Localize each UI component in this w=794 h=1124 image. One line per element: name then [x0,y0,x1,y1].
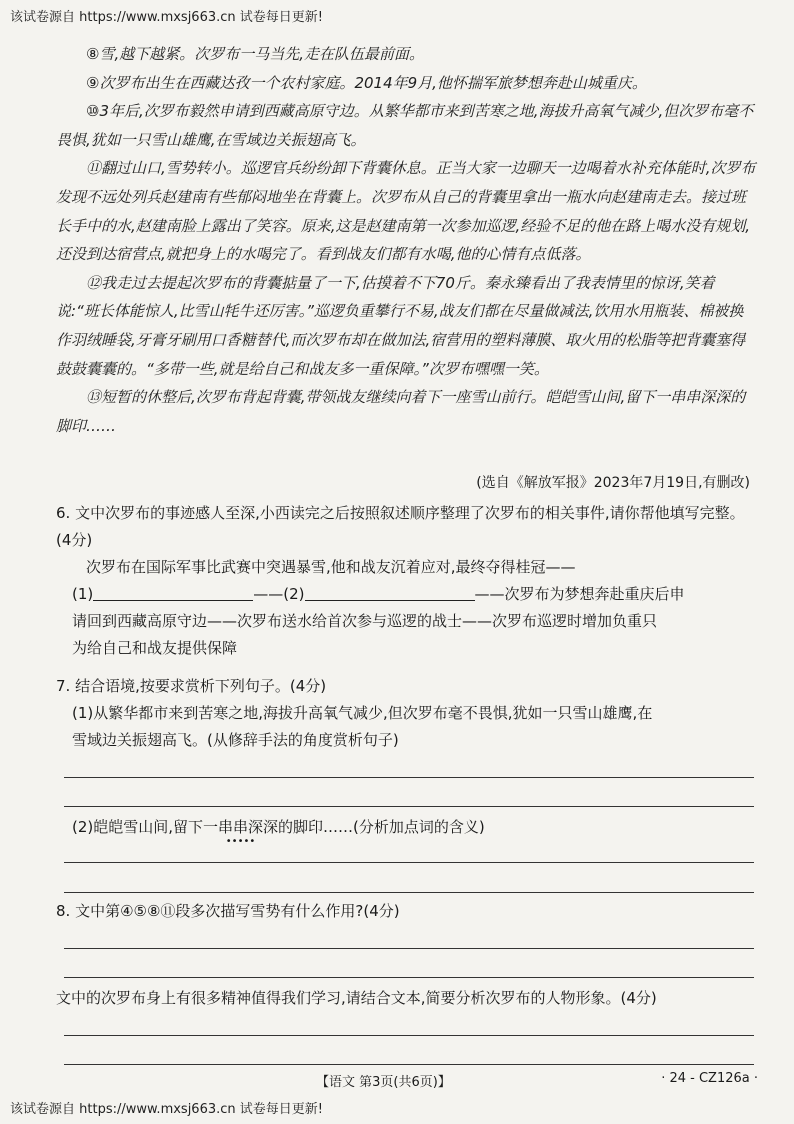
page-footer-title: 【语文 第3页(共6页)】 [316,1075,451,1090]
question-8 [56,898,760,925]
answer-line[interactable] [64,1035,754,1036]
dotted-phrase-text: 一串串深深 [203,818,279,836]
question-9-stem: 文中的次罗布身上有很多精神值得我们学习,请结合文本,简要分析次罗布的人物形象。(4分) [56,989,657,1007]
emphasis-dots-icon: ••••• [225,836,256,847]
answer-line[interactable] [64,977,754,978]
article-source: (选自《解放军报》2023年7月19日,有删改) [476,475,750,491]
answer-blank-1[interactable] [93,584,253,601]
answer-blank-2[interactable] [305,584,475,601]
article-paragraph-11: ⑪翻过山口,雪势转小。巡逻官兵纷纷卸下背囊休息。正当大家一边聊天一边喝着水补充体能时,次罗布发现不远处列兵赵建南有些郁闷地坐在背囊上。次罗布从自己的背囊里拿出一瓶水向赵建南走去。接过班长手中的水,赵建南脸上露出了笑容。原来,这是赵建南第一次参加巡逻,经验不足的他在路上喝水没有规划,还没到达宿营点,就把身上的水喝完了。看到战友们都有水喝,他的心情有点低落。 [56,159,756,264]
article-paragraph-8: ⑧雪,越下越紧。次罗布一马当先,走在队伍最前面。 [86,45,424,63]
question-6-after-blanks: ——次罗布为梦想奔赴重庆后申 [474,585,685,603]
answer-line[interactable] [64,892,754,893]
question-6 [56,500,760,662]
question-7-stem: 7. 结合语境,按要求赏析下列句子。(4分) [56,677,327,695]
dotted-phrase [203,818,279,847]
question-6-blanks-line [56,581,760,608]
answer-line[interactable] [64,862,754,863]
question-6-line1: 次罗布在国际军事比武赛中突遇暴雪,他和战友沉着应对,最终夺得桂冠—— [86,558,576,576]
answer-line[interactable] [64,777,754,778]
watermark-top: 该试卷源自 https://www.mxsj663.cn 试卷每日更新! [10,10,323,25]
question-7-sub1-line2: 雪域边关振翅高飞。(从修辞手法的角度赏析句子) [72,731,399,749]
watermark-bottom: 该试卷源自 https://www.mxsj663.cn 试卷每日更新! [10,1102,323,1117]
question-6-line4: 为给自己和战友提供保障 [72,639,238,657]
question-7-sub2-pre: (2)皑皑雪山间,留下 [72,818,204,836]
article-paragraph-12: ⑫我走过去提起次罗布的背囊掂量了一下,估摸着不下70斤。秦永臻看出了我表情里的惊讶,笑着说:“班长体能惊人,比雪山牦牛还厉害。”巡逻负重攀行不易,战友们都在尽量做减法,饮用水用瓶装、棉被换作羽绒睡袋,牙膏牙刷用口香糖替代,而次罗布却在做加法,宿营用的塑料薄膜、取火用的松脂等把背囊塞得鼓鼓囊囊的。“多带一些,就是给自己和战友多一重保障。”次罗布嘿嘿一笑。 [56,273,746,378]
answer-line[interactable] [64,948,754,949]
blank-1-label: (1) [72,585,94,603]
question-6-line3: 请回到西藏高原守边——次罗布送水给首次参与巡逻的战士——次罗布巡逻时增加负重只 [72,612,658,630]
question-6-stem: 6. 文中次罗布的事迹感人至深,小西读完之后按照叙述顺序整理了次罗布的相关事件,请你帮他填写完整。(4分) [56,504,745,549]
question-8-stem: 8. 文中第④⑤⑧⑪段多次描写雪势有什么作用?(4分) [56,902,400,920]
question-9 [56,985,760,1012]
article-paragraph-10: ⑩3年后,次罗布毅然申请到西藏高原守边。从繁华都市来到苦寒之地,海拔升高氧气减少,但次罗布毫不畏惧,犹如一只雪山雄鹰,在雪域边关振翅高飞。 [56,102,754,149]
answer-line[interactable] [64,1064,754,1065]
page-footer-code: · 24 - CZ126a · [661,1071,758,1086]
blank-2-label: ——(2) [253,585,305,603]
article-excerpt [56,40,756,440]
question-7-sub1-line1: (1)从繁华都市来到苦寒之地,海拔升高氧气减少,但次罗布毫不畏惧,犹如一只雪山雄鹰,在 [72,704,653,722]
question-7-sub2-post: 的脚印……(分析加点词的含义) [278,818,485,836]
question-7-sub2 [56,814,760,847]
answer-line[interactable] [64,806,754,807]
article-paragraph-9: ⑨次罗布出生在西藏达孜一个农村家庭。2014年9月,他怀揣军旅梦想奔赴山城重庆。 [86,73,647,92]
question-7 [56,673,760,754]
question-7-sub2-text [56,814,760,847]
article-paragraph-13: ⑬短暂的休整后,次罗布背起背囊,带领战友继续向着下一座雪山前行。皑皑雪山间,留下一串串深深的脚印…… [56,388,746,435]
